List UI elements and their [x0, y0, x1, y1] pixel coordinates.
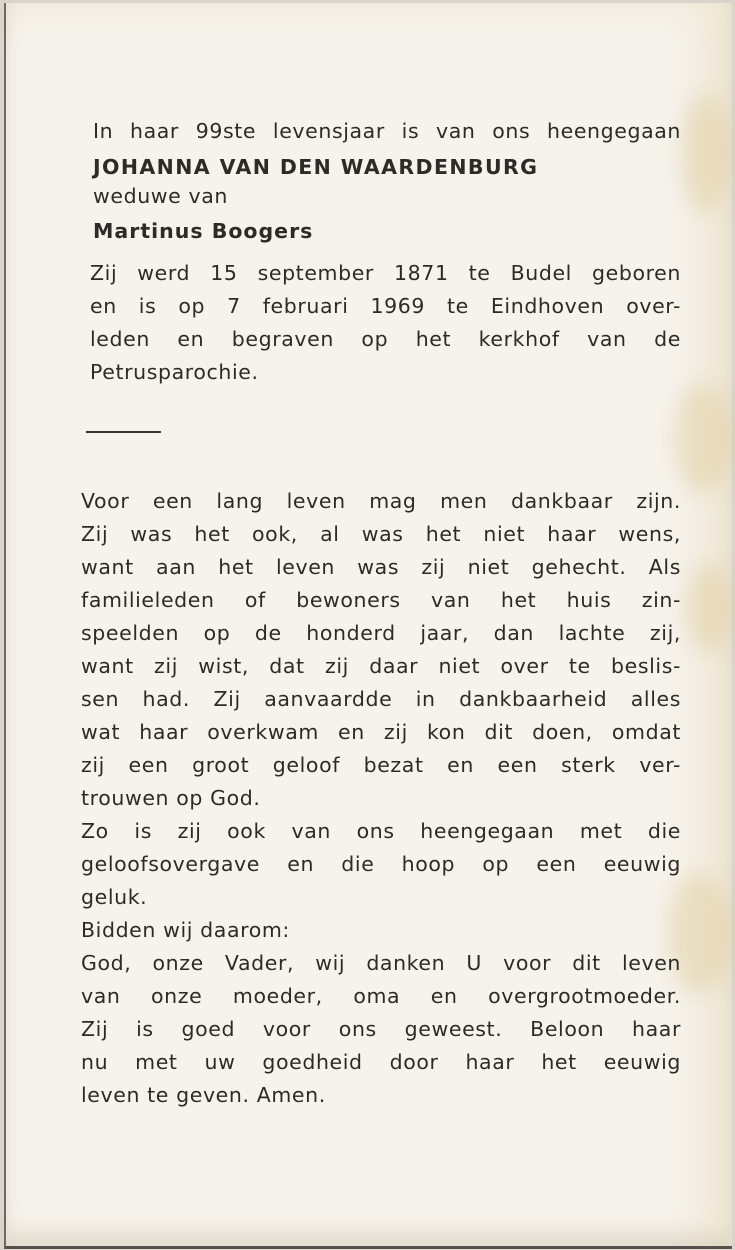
- widow-of-label: weduwe van: [93, 184, 228, 208]
- intro-line: In haar 99ste levensjaar is van ons heengegaan: [93, 119, 681, 143]
- prayer-line: God, onze Vader, wij danken U voor dit leven: [81, 951, 681, 975]
- divider-rule: [86, 431, 161, 433]
- age-stain: [681, 93, 731, 213]
- prayer-line: nu met uw goedheid door haar het eeuwig: [81, 1050, 681, 1074]
- reflection-line: want zij wist, dat zij daar niet over te beslis-: [81, 654, 681, 678]
- reflection-line: wat haar overkwam en zij kon dit doen, omdat: [81, 720, 681, 744]
- prayer-line: van onze moeder, oma en overgrootmoeder.: [81, 984, 681, 1008]
- reflection-line: speelden op de honderd jaar, dan lachte zij,: [81, 621, 681, 645]
- reflection-line: geluk.: [81, 885, 148, 909]
- reflection-paragraph: [81, 485, 681, 1112]
- prayer-intro: Bidden wij daarom:: [81, 918, 290, 942]
- reflection-line: sen had. Zij aanvaardde in dankbaarheid alles: [81, 687, 681, 711]
- reflection-line: geloofsovergave en die hoop op een eeuwig: [81, 852, 681, 876]
- husband-name: Martinus Boogers: [93, 219, 314, 243]
- biography-line: Petrusparochie.: [90, 360, 259, 384]
- deceased-name: JOHANNA VAN DEN WAARDENBURG: [93, 155, 539, 179]
- prayer-line: Zij is goed voor ons geweest. Beloon haar: [81, 1017, 681, 1041]
- biography-line: en is op 7 februari 1969 te Eindhoven over-: [90, 294, 681, 318]
- age-stain: [686, 563, 732, 653]
- reflection-line: Voor een lang leven mag men dankbaar zijn.: [81, 489, 681, 513]
- memorial-card: [4, 3, 732, 1249]
- prayer-line: leven te geven. Amen.: [81, 1083, 326, 1107]
- reflection-line: familieleden of bewoners van het huis zin-: [81, 588, 681, 612]
- biography: [81, 257, 681, 389]
- biography-line: Zij werd 15 september 1871 te Budel geboren: [90, 261, 681, 285]
- age-stain: [674, 383, 732, 493]
- biography-line: leden en begraven op het kerkhof van de: [90, 327, 681, 351]
- reflection-line: zij een groot geloof bezat en een sterk ver-: [81, 753, 681, 777]
- reflection-line: Zij was het ook, al was het niet haar wens,: [81, 522, 681, 546]
- reflection-line: trouwen op God.: [81, 786, 261, 810]
- card-text: [81, 115, 681, 1112]
- reflection-line: want aan het leven was zij niet gehecht. Als: [81, 555, 681, 579]
- reflection-line: Zo is zij ook van ons heengegaan met die: [81, 819, 681, 843]
